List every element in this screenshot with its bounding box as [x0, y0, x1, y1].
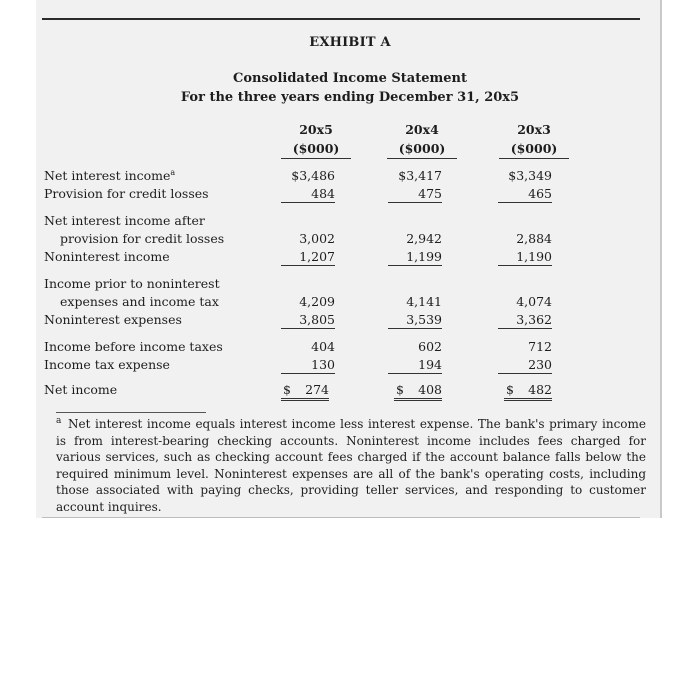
row-label-provision: Provision for credit losses — [44, 186, 209, 201]
currency-symbol: $ — [506, 382, 514, 397]
value-cell: 482 — [528, 382, 552, 397]
value-cell: 3,539 — [388, 311, 442, 329]
value-cell: 274 — [305, 382, 329, 397]
value-cell: 465 — [498, 185, 552, 203]
row-label-noninterest-income: Noninterest income — [44, 249, 170, 264]
value-cell: 408 — [418, 382, 442, 397]
footnote-marker: a — [170, 167, 176, 177]
row-label-net-interest-income: Net interest income$^a$ — [44, 167, 176, 183]
value-cell: 1,207 — [281, 248, 335, 266]
value-cell: 1,199 — [388, 248, 442, 266]
value-cell: 475 — [388, 185, 442, 203]
net-income-cell — [394, 381, 442, 401]
value-cell: 3,002 — [299, 231, 335, 246]
column-year: 20x4 — [405, 122, 439, 137]
column-year: 20x5 — [299, 122, 333, 137]
value-cell: 4,209 — [299, 294, 335, 309]
row-label-prior-to-expenses-line2: expenses and income tax — [60, 294, 219, 309]
row-label-net-income: Net income — [44, 382, 118, 397]
row-label-noninterest-expenses: Noninterest expenses — [44, 312, 182, 327]
value-cell: 2,942 — [406, 231, 442, 246]
row-label-before-taxes: Income before income taxes — [44, 339, 223, 354]
value-cell: 1,190 — [498, 248, 552, 266]
value-cell: $3,349 — [508, 168, 552, 183]
bottom-rule — [42, 517, 640, 518]
net-income-cell — [281, 381, 329, 401]
value-cell: 230 — [498, 356, 552, 374]
statement-subtitle: For the three years ending December 31, 20x5 — [180, 90, 520, 105]
row-label-prior-to-expenses-line1: Income prior to noninterest — [44, 276, 220, 291]
row-label-after-provision-line2: provision for credit losses — [60, 231, 225, 246]
value-cell: 484 — [281, 185, 335, 203]
value-cell: 130 — [281, 356, 335, 374]
statement-title: Consolidated Income Statement — [233, 71, 467, 86]
footnote: a Net interest income equals interest income less interest expense. The bank's primary income is from interest-bearing checking accounts. Noninterest income includes fees charged for various services, such as checking account fees charged if the account balance falls below the required minimum level. Noninterest expenses are all of the bank's operating costs, including those associated with paying checks, providing teller services, and responding to customer account inquires. — [56, 416, 646, 514]
footnote-rule — [56, 412, 206, 413]
value-cell: 4,074 — [516, 294, 552, 309]
exhibit-label: EXHIBIT A — [309, 35, 391, 50]
row-label-tax-expense: Income tax expense — [44, 357, 170, 372]
value-cell: 3,362 — [498, 311, 552, 329]
column-header-20x3 — [499, 120, 569, 159]
value-cell: 2,884 — [516, 231, 552, 246]
value-cell: 4,141 — [406, 294, 442, 309]
column-header-20x4 — [387, 120, 457, 159]
currency-symbol: $ — [396, 382, 404, 397]
footnote-text: Net interest income equals interest income less interest expense. The bank's primary income is from interest-bearing checking accounts. Noninterest income includes fees charged for various services, such as checking account fees charged if the account balance falls below the required minimum level. Noninterest expenses are all of the bank's operating costs, including those associated with paying checks, providing teller services, and responding to customer account inquires. — [56, 417, 646, 514]
value-cell: $3,417 — [398, 168, 442, 183]
value-cell: 404 — [311, 339, 335, 354]
top-rule — [42, 18, 640, 20]
value-cell: 3,805 — [281, 311, 335, 329]
column-header-20x5 — [281, 120, 351, 159]
net-income-cell — [504, 381, 552, 401]
column-year: 20x3 — [517, 122, 551, 137]
value-cell: 712 — [528, 339, 552, 354]
column-unit: ($000) — [387, 139, 457, 159]
value-cell: 194 — [388, 356, 442, 374]
row-label-after-provision-line1: Net interest income after — [44, 213, 205, 228]
value-cell: $3,486 — [291, 168, 335, 183]
value-cell: 602 — [418, 339, 442, 354]
column-unit: ($000) — [499, 139, 569, 159]
currency-symbol: $ — [283, 382, 291, 397]
column-unit: ($000) — [281, 139, 351, 159]
